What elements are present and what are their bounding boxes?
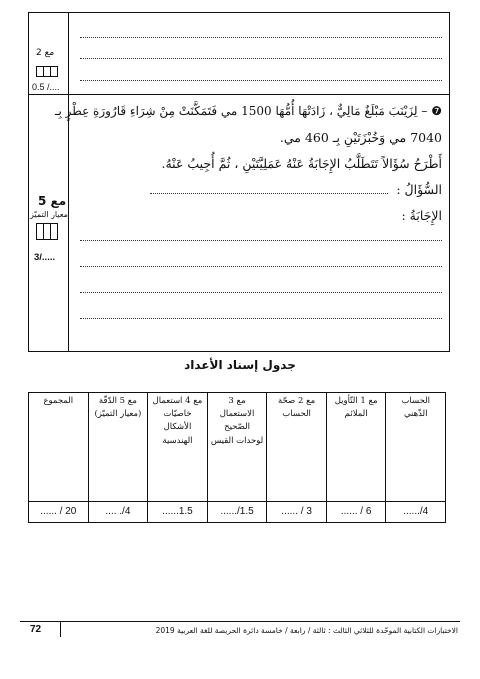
header-criterion-2: مع 2 صحّة الحساب <box>267 393 327 502</box>
answer-label: الإِجَابَةُ : <box>401 208 442 223</box>
top-criterion-label: مع 2 <box>36 48 55 58</box>
exercise-criterion-label: مع 5 <box>38 194 67 208</box>
header-total: المجموع <box>29 393 89 502</box>
answer-line[interactable] <box>80 318 442 319</box>
exercise-score-boxes <box>36 223 58 244</box>
top-score: 0.5 /.... <box>32 82 60 92</box>
answer-line[interactable] <box>80 240 442 241</box>
footer-rule <box>20 621 460 622</box>
answer-line[interactable] <box>80 37 442 38</box>
score-cell[interactable]: 3 / ...... <box>267 502 327 523</box>
answer-line[interactable] <box>80 266 442 267</box>
score-cell[interactable]: 6 / ...... <box>326 502 386 523</box>
page-number: 72 <box>30 624 42 635</box>
footer-separator <box>60 621 61 637</box>
criterion-name: معيار التميّز <box>30 210 68 219</box>
exercise-line-1: ❼ – لِزَيْنَبَ مَبْلَغٌ مَالِيٌّ ، زَادَتْهَا أُمُّهَا 1500 مي فَتَمَكَّنَتْ مِنْ شِرَاءِ قَارُورَةِ عِطْرٍ بِـ <box>54 104 442 118</box>
section-divider <box>28 94 450 95</box>
question-line[interactable] <box>150 193 388 194</box>
exercise-frame <box>28 12 450 352</box>
answer-line[interactable] <box>80 292 442 293</box>
exercise-score: 3/..... <box>34 252 56 263</box>
score-cell[interactable]: 4/. .... <box>88 502 148 523</box>
answer-line[interactable] <box>80 80 442 81</box>
grading-table <box>28 392 446 523</box>
header-criterion-1: مع 1 التّأويل الملائم <box>326 393 386 502</box>
exercise-line-3: أَطْرَحُ سُؤَالاً تَتَطَلَّبُ الإِجَابَةُ عَنْهُ عَمَلِيَّتَيْنِ ، ثُمَّ أُجِيبُ عَنْهُ. <box>161 156 442 171</box>
score-cell-total[interactable]: 20 / ...... <box>29 502 89 523</box>
question-label: السُّؤَالُ : <box>396 182 442 197</box>
margin-divider <box>68 12 69 352</box>
score-cell[interactable]: 4/...... <box>386 502 446 523</box>
header-criterion-3: مع 3 الاستعمال الصّحيح لوحدات القيس <box>207 393 267 502</box>
header-criterion-5: مع 5 الدّقّة (معيار التميّز) <box>88 393 148 502</box>
exercise-line-2: 7040 مي وَخُبْزَتَيْنِ بِـ 460 مي. <box>279 130 442 145</box>
header-mental-calc: الحساب الذّهني <box>386 393 446 502</box>
header-criterion-4: مع 4 استعمال خاصيّات الأشكال الهندسية <box>148 393 208 502</box>
grading-table-title: جدول إسناد الأعداد <box>184 358 296 372</box>
exercise-number-icon: ❼ <box>431 104 442 118</box>
score-cell[interactable]: 1.5...... <box>148 502 208 523</box>
footer-text: الاختبارات الكتابية الموحّدة للثلاثي الثالث : ثالثة / رابعة / خامسة دائرة الحريصة للغة العربية 2019 <box>155 626 458 635</box>
top-score-boxes <box>36 62 58 81</box>
score-cell[interactable]: 1.5/...... <box>207 502 267 523</box>
answer-line[interactable] <box>80 58 442 59</box>
